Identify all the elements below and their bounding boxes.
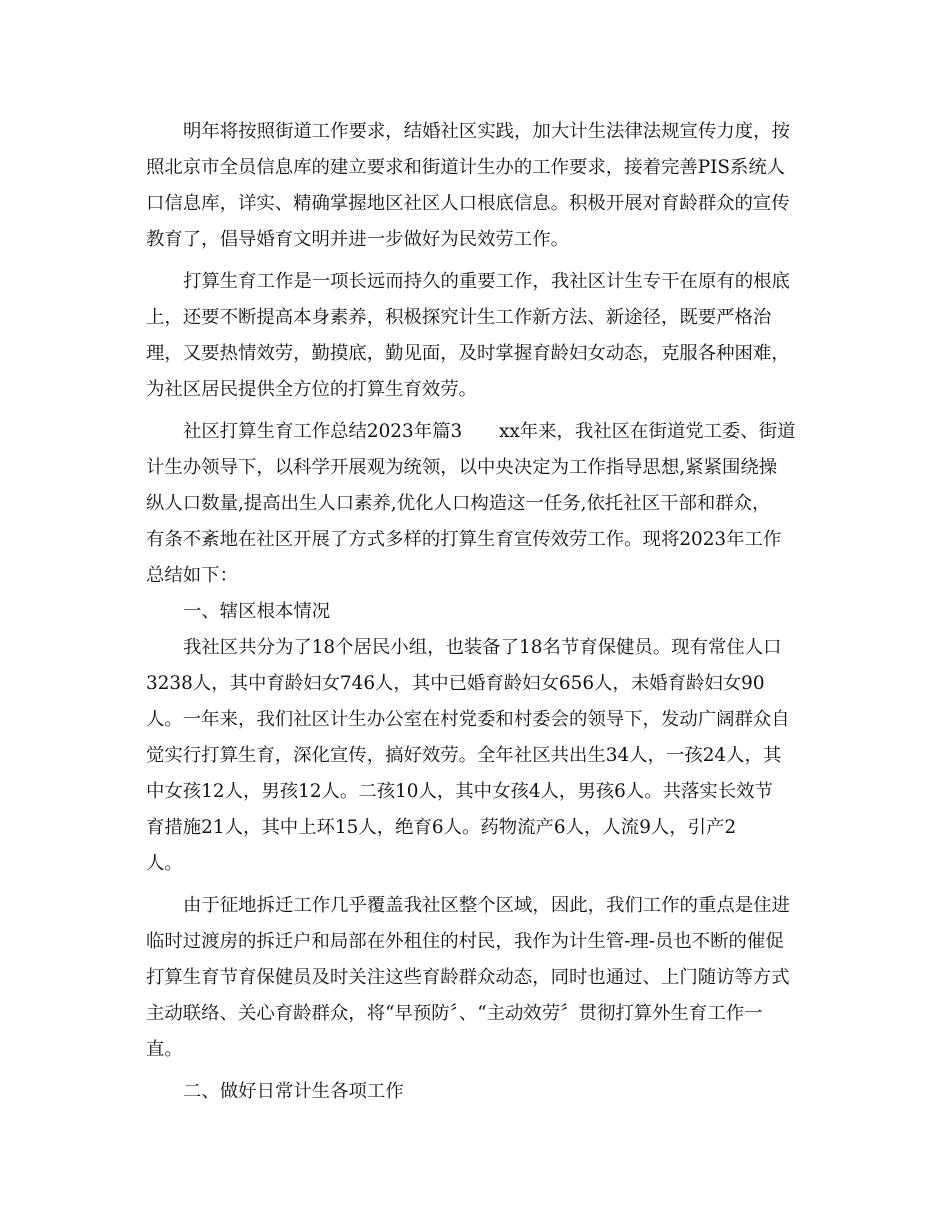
paragraph-line: 打算生育节育保健员及时关注这些育龄群众动态，同时也通过、上门随访等方式	[146, 967, 790, 988]
section-title-line: 社区打算生育工作总结2023年篇3 xx年来，我社区在街道党工委、街道	[183, 421, 796, 442]
paragraph-line: 照北京市全员信息库的建立要求和街道计生办的工作要求，接着完善PIS系统人	[146, 157, 786, 178]
paragraph-line: 打算生育工作是一项长远而持久的重要工作，我社区计生专干在原有的根底	[183, 271, 790, 292]
paragraph-line: 明年将按照街道工作要求，结婚社区实践，加大计生法律法规宣传力度，按	[183, 121, 790, 142]
paragraph-line: 育措施21人，其中上环15人，绝育6人。药物流产6人，人流9人，引产2	[146, 817, 737, 838]
section-heading: 一、辖区根本情况	[183, 601, 331, 622]
paragraph-line: 口信息库，详实、精确掌握地区社区人口根底信息。积极开展对育龄群众的宣传	[146, 193, 790, 214]
paragraph-line: 为社区居民提供全方位的打算生育效劳。	[146, 379, 478, 400]
paragraph-line: 临时过渡房的拆迁户和局部在外租住的村民，我作为计生管-理-员也不断的催促	[146, 931, 784, 952]
paragraph-line: 主动联络、关心育龄群众，将“早预防〞、“主动效劳〞贯彻打算外生育工作一	[146, 1003, 763, 1024]
paragraph-line: 有条不紊地在社区开展了方式多样的打算生育宣传效劳工作。现将2023年工作	[146, 529, 782, 550]
section-heading: 二、做好日常计生各项工作	[183, 1081, 404, 1102]
paragraph-line: 人。	[146, 853, 183, 874]
paragraph-line: 纵人口数量,提高出生人口素养,优化人口构造这一任务,依托社区干部和群众，	[146, 493, 771, 514]
paragraph-line: 总结如下：	[146, 565, 238, 586]
paragraph-line: 理，又要热情效劳，勤摸底，勤见面，及时掌握育龄妇女动态，克服各种困难，	[146, 343, 790, 364]
paragraph-line: 觉实行打算生育，深化宣传，搞好效劳。全年社区共出生34人，一孩24人，其	[146, 745, 782, 766]
paragraph-line: 由于征地拆迁工作几乎覆盖我社区整个区域，因此，我们工作的重点是住进	[183, 895, 790, 916]
paragraph-line: 中女孩12人，男孩12人。二孩10人，其中女孩4人，男孩6人。共落实长效节	[146, 781, 773, 802]
paragraph-line: 人。一年来，我们社区计生办公室在村党委和村委会的领导下，发动广阔群众自	[146, 709, 790, 730]
document-body	[146, 114, 808, 1110]
paragraph-line: 我社区共分为了18个居民小组，也装备了18名节育保健员。现有常住人口	[183, 637, 782, 658]
paragraph-line: 教育了，倡导婚育文明并进一步做好为民效劳工作。	[146, 229, 569, 250]
paragraph-line: 上，还要不断提高本身素养，积极探究计生工作新方法、新途径，既要严格治	[146, 307, 772, 328]
paragraph-line: 3238人，其中育龄妇女746人，其中已婚育龄妇女656人，未婚育龄妇女90	[146, 673, 765, 694]
paragraph-line: 直。	[146, 1039, 183, 1060]
paragraph-line: 计生办领导下，以科学开展观为统领，以中央决定为工作指导思想,紧紧围绕操	[146, 457, 778, 478]
